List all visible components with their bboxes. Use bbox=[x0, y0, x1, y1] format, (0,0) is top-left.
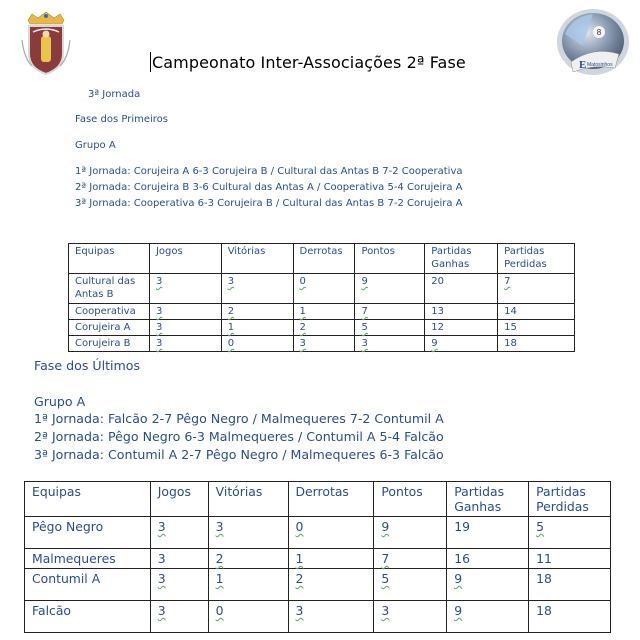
table-row bbox=[25, 549, 611, 569]
value-cell: 3 bbox=[155, 276, 163, 287]
value-cell: 20 bbox=[431, 276, 445, 287]
table-row bbox=[25, 601, 611, 633]
value-cell: 3 bbox=[155, 338, 163, 349]
header-cell: Partidas Ganhas bbox=[447, 482, 529, 517]
value-cell: 3 bbox=[157, 551, 166, 566]
value-cell: 2 bbox=[215, 551, 224, 566]
header-cell: Equipas bbox=[69, 244, 150, 274]
phase-ultimos-heading: Fase dos Últimos bbox=[34, 358, 141, 373]
value-cell: 3 bbox=[227, 276, 235, 287]
value-cell: 14 bbox=[504, 306, 517, 317]
header-cell: Partidas Ganhas bbox=[425, 244, 498, 274]
header-cell: Equipas bbox=[25, 482, 151, 517]
value-cell: 2 bbox=[295, 571, 304, 586]
value-cell: 15 bbox=[504, 322, 517, 333]
value-cell: 11 bbox=[536, 551, 552, 566]
header-cell: Partidas Perdidas bbox=[498, 244, 575, 274]
result-line: 2ª Jornada: Corujeira B 3-6 Cultural das Antas A / Cooperativa 5-4 Corujeira A bbox=[75, 182, 463, 193]
page-title-text: Campeonato Inter-Associações 2ª Fase bbox=[152, 53, 466, 72]
value-cell: 0 bbox=[215, 603, 224, 618]
value-cell: 3 bbox=[157, 519, 166, 534]
svg-text:E: E bbox=[579, 59, 587, 71]
table-row bbox=[69, 304, 575, 320]
value-cell: 3 bbox=[157, 603, 166, 618]
group-ultimos-heading: Grupo A bbox=[34, 394, 86, 409]
value-cell: 3 bbox=[215, 519, 224, 534]
table-row bbox=[25, 569, 611, 601]
value-cell: 12 bbox=[431, 322, 445, 333]
value-cell: 3 bbox=[157, 571, 166, 586]
text-cursor bbox=[150, 52, 151, 72]
value-cell: 3 bbox=[155, 322, 163, 333]
team-cell: Cultural das Antas B bbox=[69, 274, 150, 304]
value-cell: 18 bbox=[504, 338, 517, 349]
header-cell: Derrotas bbox=[293, 244, 355, 274]
value-cell: 7 bbox=[504, 276, 511, 287]
team-cell: Corujeira B bbox=[69, 336, 150, 352]
value-cell: 19 bbox=[454, 519, 470, 534]
value-cell: 18 bbox=[536, 603, 552, 618]
table-header-row bbox=[25, 482, 611, 517]
table-header-row bbox=[69, 244, 575, 274]
standings-table-primeiros bbox=[68, 243, 575, 352]
value-cell: 9 bbox=[361, 276, 368, 287]
value-cell: 16 bbox=[454, 551, 470, 566]
value-cell: 5 bbox=[361, 322, 368, 333]
page-title bbox=[150, 52, 466, 72]
value-cell: 5 bbox=[381, 571, 390, 586]
team-cell: Contumil A bbox=[25, 569, 151, 601]
value-cell: 3 bbox=[299, 338, 306, 349]
value-cell: 3 bbox=[295, 603, 304, 618]
result-line: 1ª Jornada: Falcão 2-7 Pêgo Negro / Malmequeres 7-2 Contumil A bbox=[34, 411, 444, 426]
group-primeiros-heading: Grupo A bbox=[75, 140, 116, 151]
standings-table-ultimos bbox=[24, 481, 611, 633]
value-cell: 0 bbox=[295, 519, 304, 534]
value-cell: 2 bbox=[227, 306, 235, 317]
svg-text:Matosinhos: Matosinhos bbox=[587, 62, 613, 68]
result-line: 3ª Jornada: Cooperativa 6-3 Corujeira B / Cultural das Antas B 7-2 Corujeira A bbox=[75, 198, 463, 209]
jornada-heading: 3ª Jornada bbox=[88, 89, 141, 100]
header-cell: Vitórias bbox=[221, 244, 293, 274]
team-cell: Falcão bbox=[25, 601, 151, 633]
value-cell: 5 bbox=[536, 519, 544, 534]
value-cell: 7 bbox=[381, 551, 390, 566]
table-row bbox=[69, 336, 575, 352]
svg-text:8: 8 bbox=[596, 28, 602, 37]
value-cell: 9 bbox=[381, 519, 390, 534]
value-cell: 0 bbox=[227, 338, 235, 349]
header-cell: Jogos bbox=[149, 244, 221, 274]
value-cell: 7 bbox=[361, 306, 368, 317]
header-cell: Partidas Perdidas bbox=[529, 482, 611, 517]
value-cell: 9 bbox=[431, 338, 438, 349]
header-cell: Vitórias bbox=[208, 482, 288, 517]
value-cell: 3 bbox=[155, 306, 163, 317]
team-cell: Corujeira A bbox=[69, 320, 150, 336]
value-cell: 3 bbox=[381, 603, 390, 618]
value-cell: 0 bbox=[299, 276, 306, 287]
result-line: 2ª Jornada: Pêgo Negro 6-3 Malmequeres / Contumil A 5-4 Falcão bbox=[34, 429, 444, 444]
phase-primeiros-heading: Fase dos Primeiros bbox=[75, 114, 168, 125]
table-row bbox=[69, 320, 575, 336]
table-row bbox=[69, 274, 575, 304]
header-cell: Derrotas bbox=[288, 482, 374, 517]
value-cell: 1 bbox=[227, 322, 235, 333]
crest-emblem-icon bbox=[18, 10, 74, 78]
header-cell: Jogos bbox=[150, 482, 208, 517]
billiard-8-ball-logo-icon bbox=[553, 6, 633, 80]
result-line: 1ª Jornada: Corujeira A 6-3 Corujeira B / Cultural das Antas B 7-2 Cooperativa bbox=[75, 166, 463, 177]
value-cell: 18 bbox=[536, 571, 552, 586]
header-cell: Pontos bbox=[374, 482, 447, 517]
team-cell: Pêgo Negro bbox=[25, 517, 151, 549]
value-cell: 13 bbox=[431, 306, 445, 317]
value-cell: 9 bbox=[454, 603, 463, 618]
team-cell: Malmequeres bbox=[25, 549, 151, 569]
table-row bbox=[25, 517, 611, 549]
value-cell: 1 bbox=[215, 571, 224, 586]
result-line: 3ª Jornada: Contumil A 2-7 Pêgo Negro / Malmequeres 6-3 Falcão bbox=[34, 447, 444, 462]
value-cell: 9 bbox=[454, 571, 463, 586]
value-cell: 2 bbox=[299, 322, 306, 333]
header-cell: Pontos bbox=[355, 244, 425, 274]
value-cell: 1 bbox=[295, 551, 304, 566]
value-cell: 3 bbox=[361, 338, 368, 349]
value-cell: 1 bbox=[299, 306, 306, 317]
team-cell: Cooperativa bbox=[69, 304, 150, 320]
